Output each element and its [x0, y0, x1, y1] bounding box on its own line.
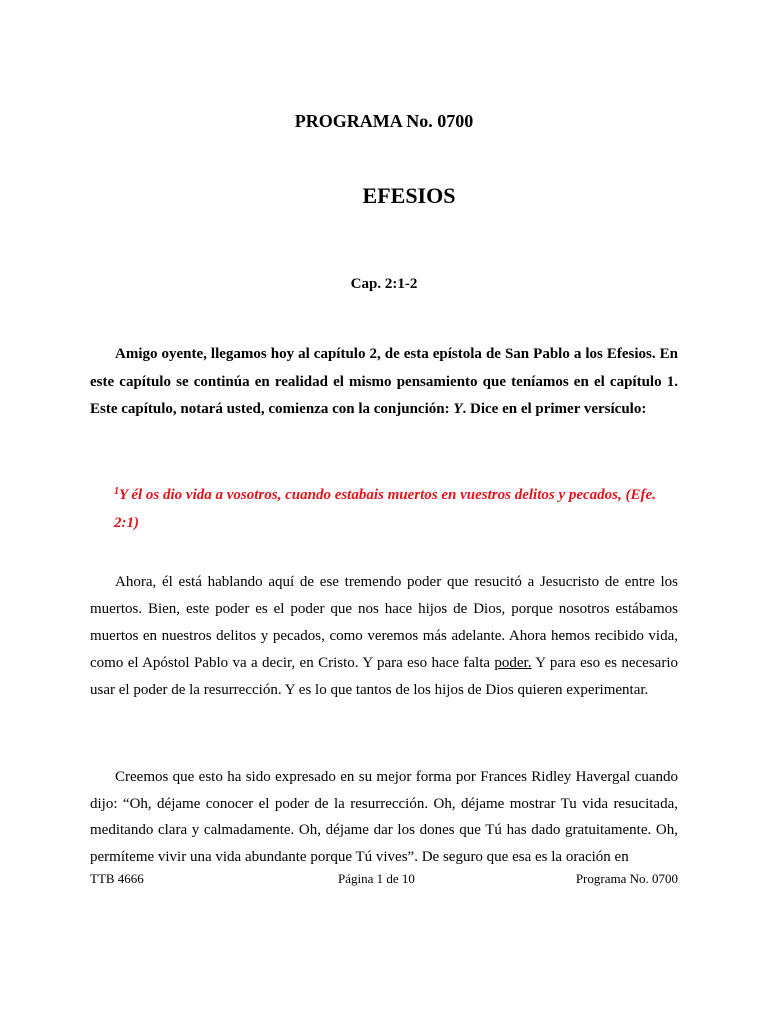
- underlined-word: poder.: [494, 655, 532, 671]
- footer-program: Programa No. 0700: [575, 871, 678, 886]
- verse-number: 1: [114, 486, 119, 497]
- page-footer: [90, 871, 678, 887]
- chapter-reference: Cap. 2:1-2: [350, 276, 418, 292]
- verse-text: Y él os dio vida a vosotros, cuando estabais muertos en vuestros delitos y pecados, (Efe. 2:1): [114, 487, 656, 531]
- intro-paragraph: [90, 341, 678, 424]
- footer-page-number: Página 1 de 10: [338, 871, 415, 886]
- footer-code: TTB 4666: [90, 871, 144, 886]
- commentary-paragraph-2: Creemos que esto ha sido expresado en su mejor forma por Frances Ridley Havergal cuando dijo: “Oh, déjame conocer el poder de la resurrección. Oh, déjame mostrar Tu vida resucitada, meditando clara y calmadamente. Oh, déjame dar los dones que Tú has dado gratuitamente. Oh, permíteme vivir una vida abundante porque Tú vives”. De seguro que esa es la oración en: [90, 769, 678, 865]
- commentary-text-a: Ahora, él está hablando aquí de ese tremendo poder que resucitó a Jesucristo de entre los muertos. Bien, este poder es el poder que nos hace hijos de Dios, porque nosotros estábamos muertos en nuestros delitos y pecados, como veremos más adelante. Ahora hemos recibido vida, como el Apóstol Pablo va a decir, en Cristo. Y para eso hace falta: [90, 574, 678, 671]
- program-heading: PROGRAMA No. 0700: [294, 111, 474, 131]
- bible-verse: [114, 481, 659, 537]
- intro-conjunction: Y: [453, 401, 463, 417]
- intro-text-a: Amigo oyente, llegamos hoy al capítulo 2, de esta epístola de San Pablo a los Efesios. En este capítulo se continúa en realidad el mismo pensamiento que teníamos en el capítulo 1. Este capítulo, notará usted, comienza con la conjunción:: [90, 346, 678, 417]
- intro-text-c: . Dice en el primer versículo:: [462, 401, 647, 417]
- commentary-text-b: Y para eso es necesario usar el poder de la resurrección. Y es lo que tantos de los hijos de Dios quieren experimentar.: [90, 655, 678, 698]
- commentary-paragraph-1: [90, 569, 678, 704]
- book-title: EFESIOS: [362, 183, 456, 208]
